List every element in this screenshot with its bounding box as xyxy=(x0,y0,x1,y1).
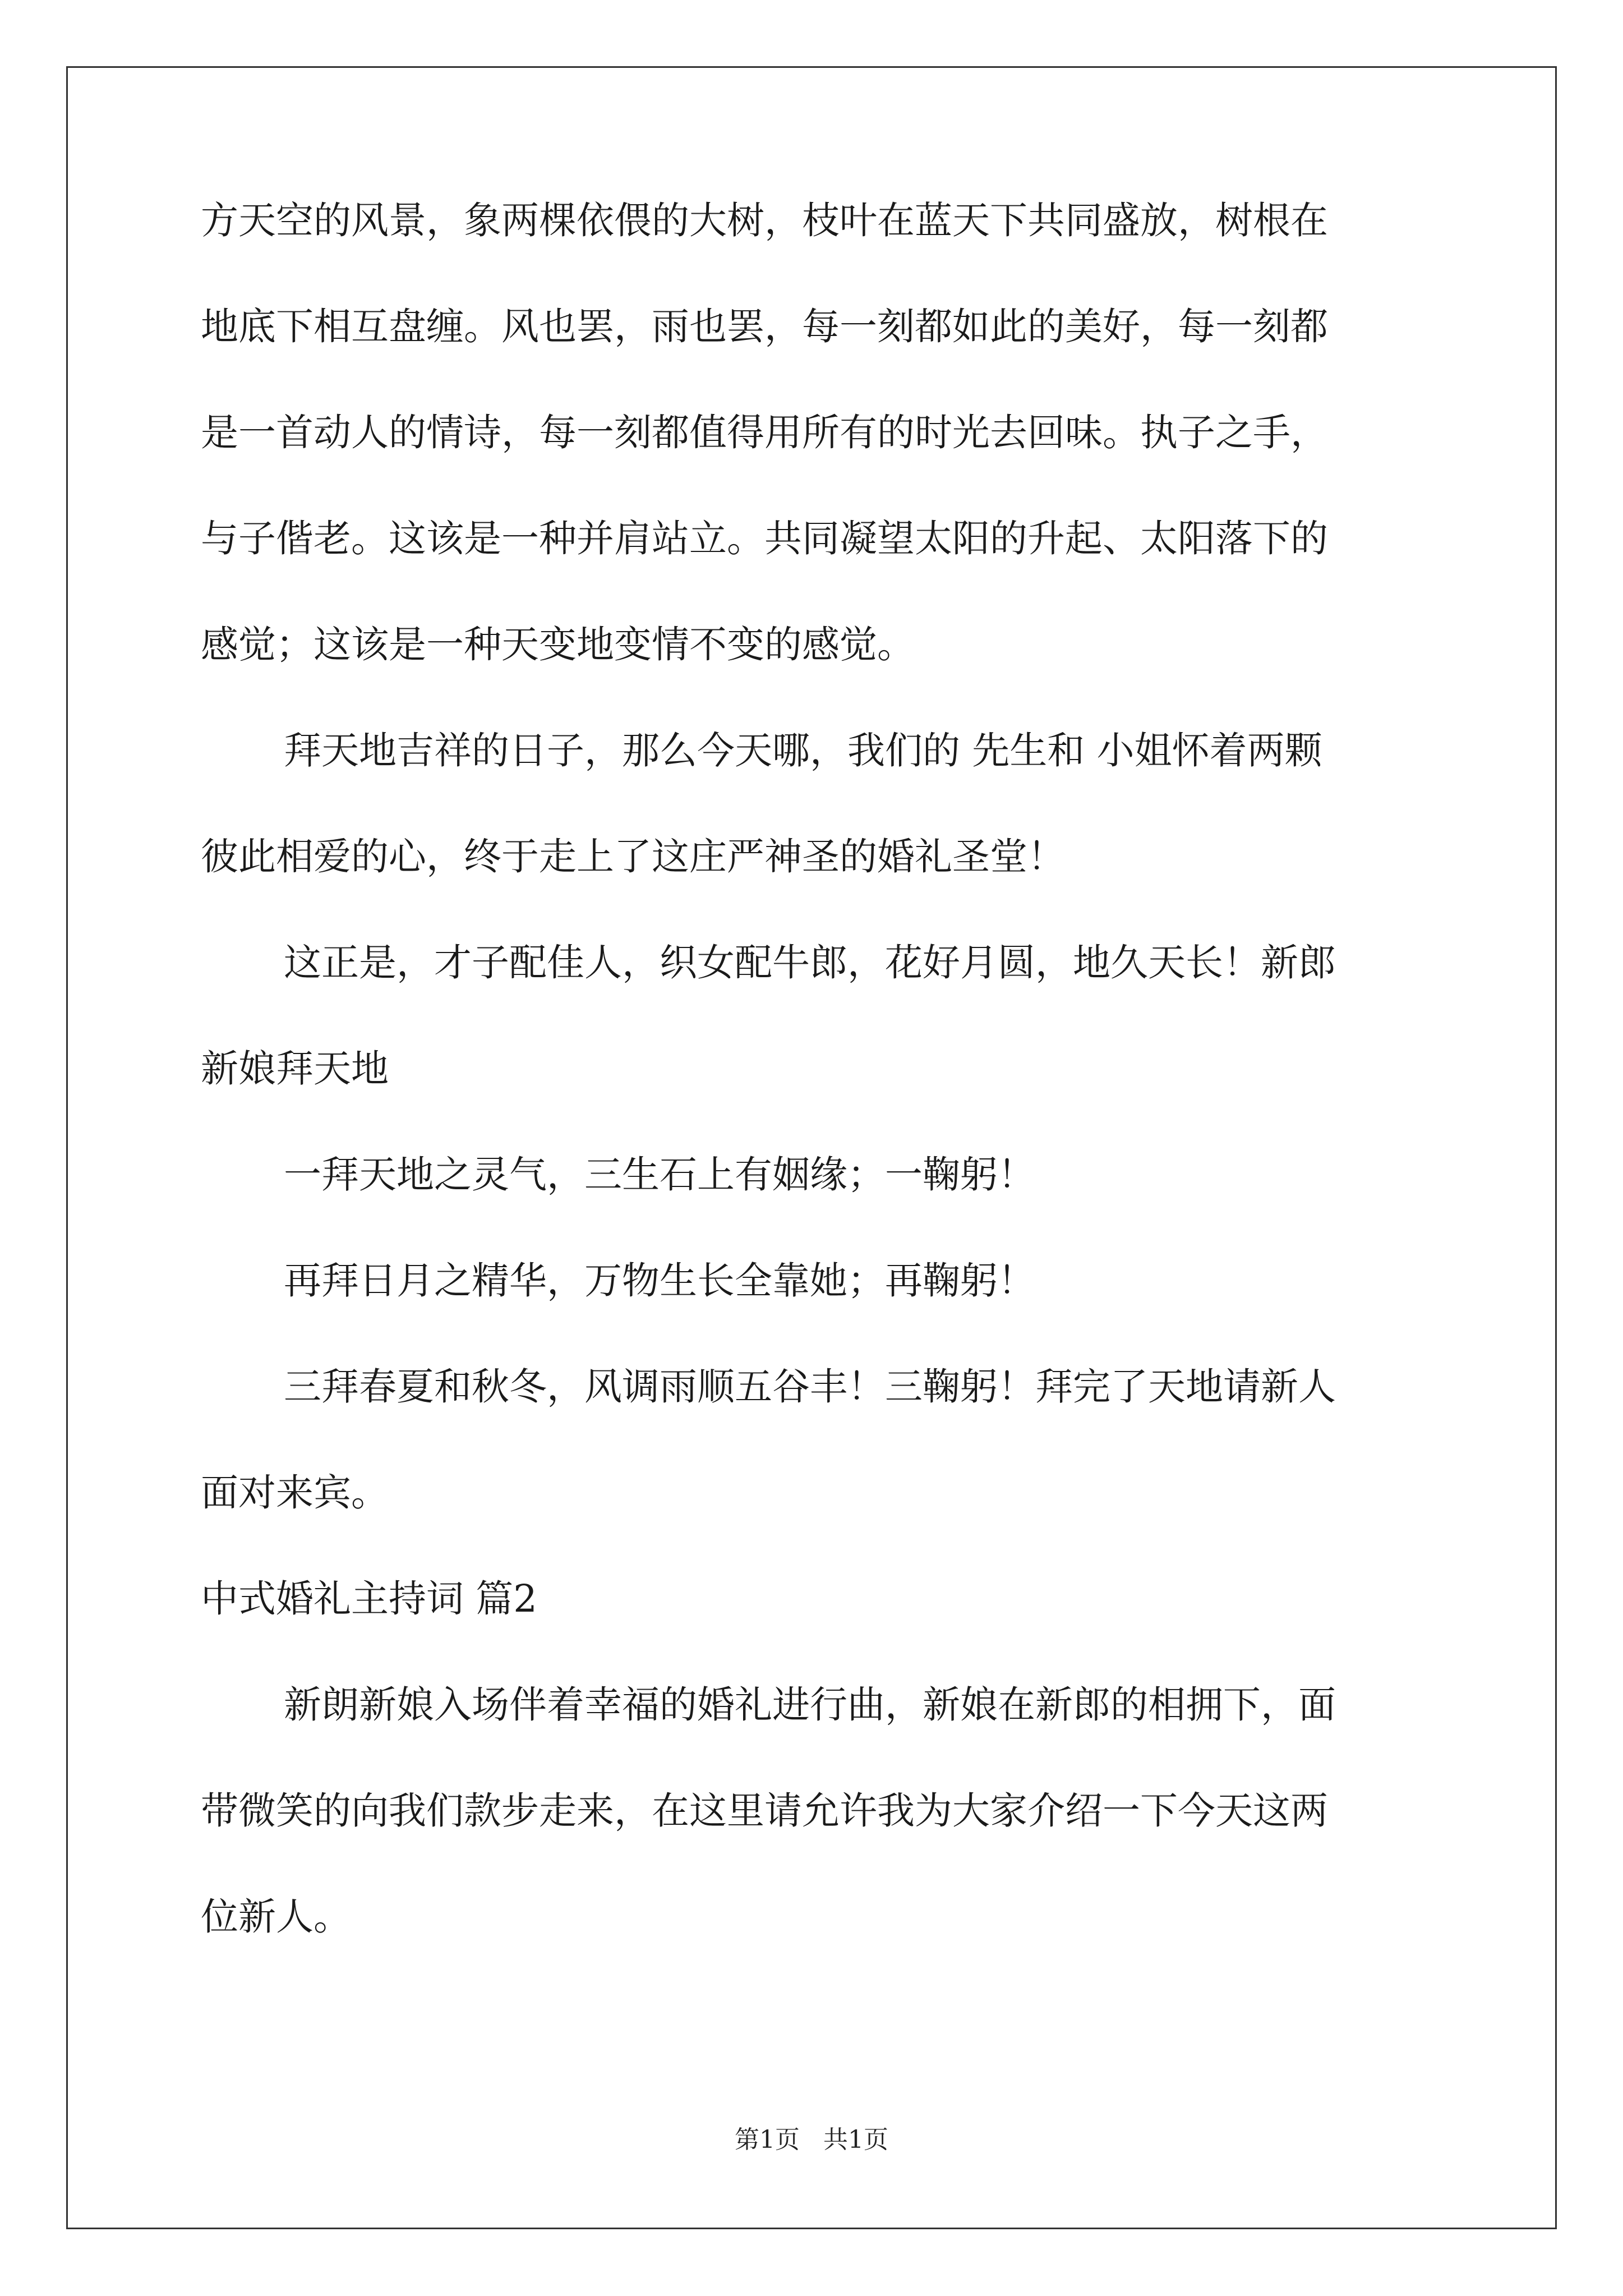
body-line: 三拜春夏和秋冬，风调雨顺五谷丰！三鞠躬！拜完了天地请新人 xyxy=(284,1365,1336,1409)
body-line: 彼此相爱的心，终于走上了这庄严神圣的婚礼圣堂！ xyxy=(201,835,1065,878)
page-total: 共1页 xyxy=(823,2125,888,2154)
page-footer xyxy=(0,2125,1623,2154)
body-line: 与子偕老。这该是一种并肩站立。共同凝望太阳的升起、太阳落下的 xyxy=(201,517,1328,560)
body-line: 拜天地吉祥的日子，那么今天哪，我们的 先生和 小姐怀着两颗 xyxy=(284,729,1322,772)
body-line: 带微笑的向我们款步走来，在这里请允许我为大家介绍一下今天这两 xyxy=(201,1789,1328,1833)
body-line: 这正是，才子配佳人，织女配牛郎，花好月圆，地久天长！新郎 xyxy=(284,941,1336,984)
section-heading: 中式婚礼主持词 篇2 xyxy=(201,1577,537,1621)
page-number: 第1页 xyxy=(735,2125,800,2154)
body-line: 是一首动人的情诗，每一刻都值得用所有的时光去回味。执子之手， xyxy=(201,411,1328,454)
body-line: 方天空的风景，象两棵依偎的大树，枝叶在蓝天下共同盛放，树根在 xyxy=(201,199,1328,242)
body-line: 新娘拜天地 xyxy=(201,1047,389,1091)
body-line: 地底下相互盘缠。风也罢，雨也罢，每一刻都如此的美好，每一刻都 xyxy=(201,305,1328,348)
body-line: 面对来宾。 xyxy=(201,1471,389,1515)
body-line: 位新人。 xyxy=(201,1895,351,1939)
body-line: 一拜天地之灵气，三生石上有姻缘；一鞠躬！ xyxy=(284,1153,1035,1197)
document-body xyxy=(201,199,1435,2004)
body-line: 感觉；这该是一种天变地变情不变的感觉。 xyxy=(201,623,915,666)
body-line: 再拜日月之精华，万物生长全靠她；再鞠躬！ xyxy=(284,1259,1035,1303)
body-line: 新朗新娘入场伴着幸福的婚礼进行曲，新娘在新郎的相拥下，面 xyxy=(284,1683,1336,1727)
